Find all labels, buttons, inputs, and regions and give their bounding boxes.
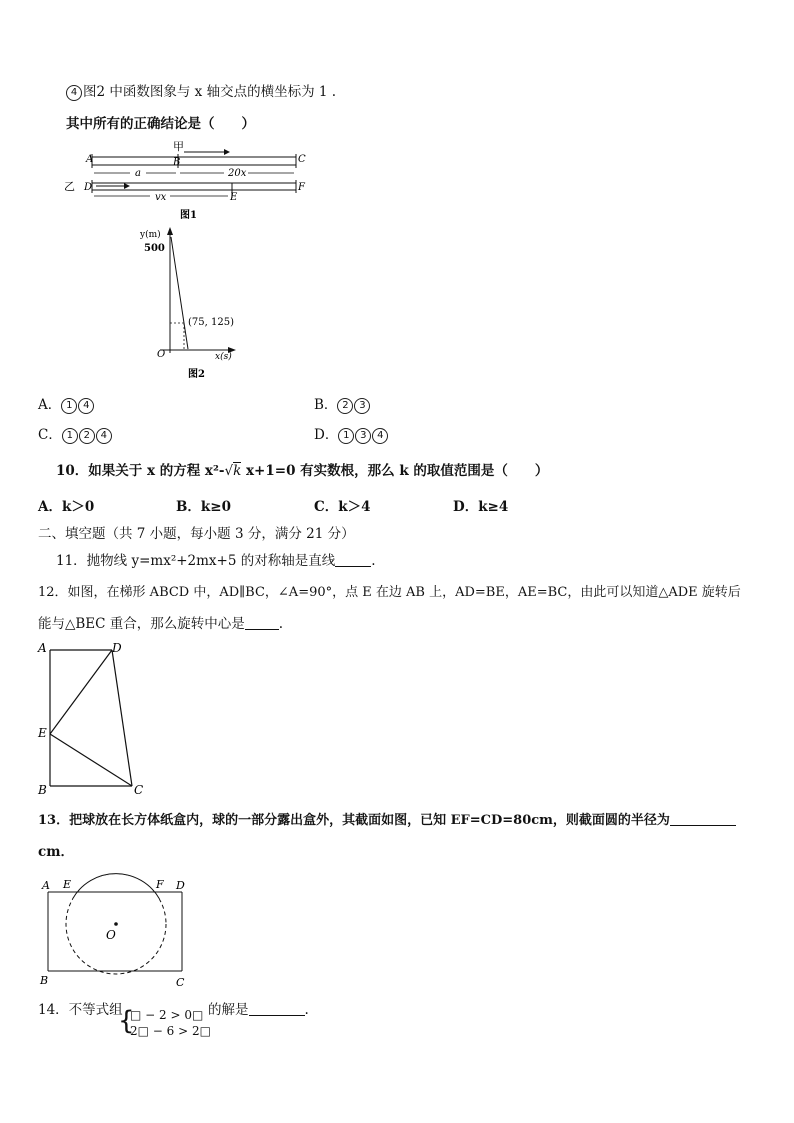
q14-suffix-text: 的解是 xyxy=(208,1002,249,1018)
q13-text: 13．把球放在长方体纸盒内，球的一部分露出盒外，其截面如图，已知 EF=CD=80cm，则截面圆的半径为 xyxy=(38,813,670,828)
q12-trapezoid-figure xyxy=(36,640,156,798)
label-B: B xyxy=(173,157,181,168)
circled-number: 2 xyxy=(79,428,95,444)
q14-inequality-2: 2□ − 6 > 2□ xyxy=(130,1024,211,1038)
q9-statement-4 xyxy=(66,83,336,101)
ball-circle-solid xyxy=(73,874,160,899)
label-E: E xyxy=(38,726,47,740)
statement-text: 图2 中函数图象与 x 轴交点的横坐标为 1 . xyxy=(83,84,337,100)
q10-option-c[interactable]: C．k＞4 xyxy=(314,499,371,515)
segment-ED xyxy=(50,650,112,734)
q14-end: . xyxy=(304,1002,309,1018)
q14-inequality-1: □ − 2 > 0□ xyxy=(130,1008,204,1022)
center-point xyxy=(114,922,118,926)
label-a: a xyxy=(135,168,141,179)
label-O: O xyxy=(106,928,116,942)
q10-option-d[interactable]: D．k≥4 xyxy=(453,499,509,515)
q13-answer-blank[interactable] xyxy=(670,811,736,826)
circled-number: 2 xyxy=(337,398,353,414)
q14-answer-blank[interactable] xyxy=(249,1001,305,1016)
q11-text: 11．抛物线 y=mx²+2mx+5 的对称轴是直线 xyxy=(56,553,336,569)
fig1-caption: 图1 xyxy=(180,210,197,221)
label-D: D xyxy=(176,879,185,892)
section-2-heading: 二、填空题（共 7 小题，每小题 3 分，满分 21 分） xyxy=(38,526,355,542)
q11-question xyxy=(56,552,376,570)
q9-option-b[interactable] xyxy=(314,396,371,414)
y-axis-label: y(m) xyxy=(140,230,161,240)
circled-number: 4 xyxy=(96,428,112,444)
circled-number: 1 xyxy=(61,398,77,414)
sqrt-argument: k xyxy=(233,463,242,479)
label-A: A xyxy=(86,154,94,165)
point-label: (75, 125) xyxy=(188,317,234,328)
label-F: F xyxy=(298,182,305,193)
option-letter: A． xyxy=(38,397,62,413)
q14-brace: { xyxy=(118,1006,135,1036)
label-D: D xyxy=(112,641,122,655)
segment-EC xyxy=(50,734,132,786)
q11-end: . xyxy=(371,553,376,569)
y-value-500: 500 xyxy=(144,243,165,254)
label-F: F xyxy=(156,878,164,891)
q13-line1 xyxy=(38,811,736,830)
circled-number: 3 xyxy=(354,398,370,414)
q10-question xyxy=(56,462,548,480)
label-D: D xyxy=(84,182,93,193)
sqrt-symbol: √k xyxy=(224,463,242,479)
side-DC xyxy=(112,650,132,786)
label-A: A xyxy=(42,879,50,892)
q14-suffix xyxy=(208,1001,309,1019)
label-jia: 甲 xyxy=(173,140,184,153)
q9-option-a[interactable] xyxy=(38,396,95,414)
circled-number: 1 xyxy=(62,428,78,444)
q10-option-b[interactable]: B．k≥0 xyxy=(176,499,231,515)
circled-number: 4 xyxy=(372,428,388,444)
circled-number: 4 xyxy=(78,398,94,414)
label-vx: vx xyxy=(155,192,167,203)
q9-figure-2 xyxy=(140,225,250,385)
label-A: A xyxy=(38,641,47,655)
q10-text-before: 10．如果关于 x 的方程 x²- xyxy=(56,463,225,479)
option-letter: C． xyxy=(38,427,62,443)
fig2-caption: 图2 xyxy=(188,369,205,380)
label-B: B xyxy=(38,783,47,797)
q13-ball-box-figure xyxy=(36,872,196,992)
label-E: E xyxy=(230,192,238,203)
label-C: C xyxy=(134,783,144,797)
q12-line2 xyxy=(38,615,283,633)
label-C: C xyxy=(176,976,185,989)
q9-figure-1 xyxy=(64,140,320,225)
q12-end: . xyxy=(278,616,284,632)
q13-line2: cm． xyxy=(38,844,75,860)
label-E: E xyxy=(63,878,72,891)
label-20x: 20x xyxy=(228,168,247,179)
x-axis-label: x(s) xyxy=(215,352,232,362)
circled-number: 4 xyxy=(66,85,82,101)
option-letter: B． xyxy=(314,397,338,413)
label-C: C xyxy=(298,154,306,165)
q9-option-d[interactable] xyxy=(314,426,389,444)
q11-answer-blank[interactable] xyxy=(335,552,371,567)
q12-line1: 12．如图，在梯形 ABCD 中，AD∥BC，∠A=90°，点 E 在边 AB 上，AD=BE，AE=BC，由此可以知道△ADE 旋转后 xyxy=(38,585,741,600)
q9-option-c[interactable] xyxy=(38,426,113,444)
q10-text-after: x+1=0 有实数根，那么 k 的取值范围是（ ） xyxy=(246,463,549,479)
option-letter: D． xyxy=(314,427,339,443)
q12-line2-text: 能与△BEC 重合，那么旋转中心是 xyxy=(38,616,245,632)
q10-option-a[interactable]: A．k＞0 xyxy=(38,499,95,515)
graph-segment-1 xyxy=(171,237,184,323)
label-yi: 乙 xyxy=(64,180,75,193)
circled-number: 1 xyxy=(338,428,354,444)
q12-answer-blank[interactable] xyxy=(245,615,279,630)
q9-prompt: 其中所有的正确结论是（ ） xyxy=(66,116,255,132)
origin-label: O xyxy=(157,349,166,360)
q14-prefix: 14．不等式组 xyxy=(38,1002,123,1018)
circled-number: 3 xyxy=(355,428,371,444)
label-B: B xyxy=(40,974,49,987)
